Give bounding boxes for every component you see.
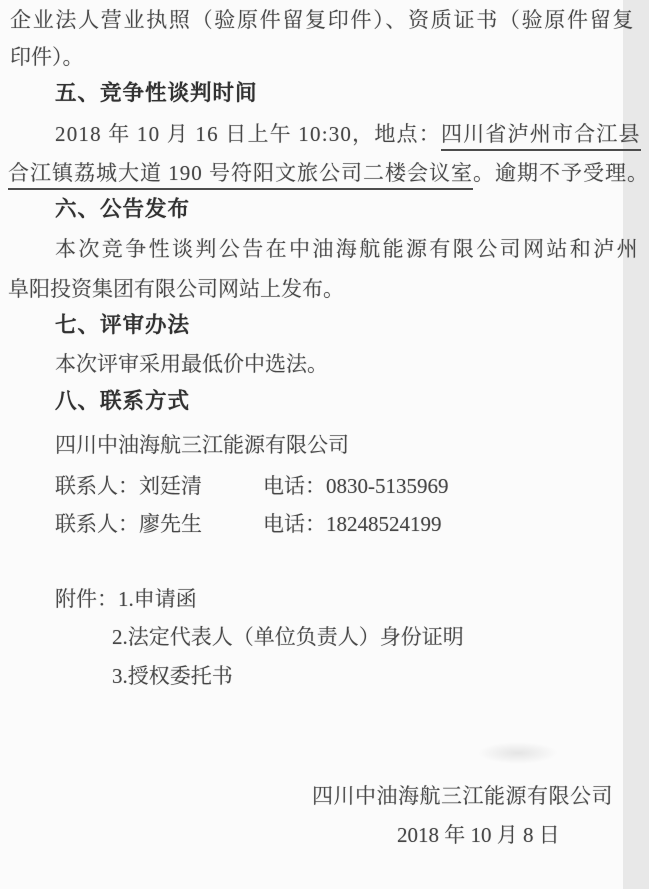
contact1-phone: 电话：0830-5135969 [263, 474, 449, 498]
scan-smudge [478, 742, 558, 764]
attachments-item-3: 3.授权委托书 [112, 664, 233, 688]
attachments-item-2: 2.法定代表人（单位负责人）身份证明 [112, 625, 464, 649]
section5-line-1 [55, 123, 641, 146]
negotiation-location-part1: 四川省泸州市合江县 [441, 122, 641, 151]
section5-heading: 五、竞争性谈判时间 [55, 81, 258, 105]
attachments-line-1: 附件：1.申请函 [55, 587, 197, 611]
negotiation-location-part2: 合江镇荔城大道 190 号符阳文旅公司二楼会议室 [8, 161, 473, 190]
contact2-phone: 电话：18248524199 [263, 512, 442, 536]
section6-heading: 六、公告发布 [55, 197, 191, 221]
section6-line-1: 本次竞争性谈判公告在中油海航能源有限公司网站和泸州 [55, 237, 640, 261]
contact1-name: 联系人：刘廷清 [55, 474, 202, 498]
section5-line-2 [8, 162, 649, 185]
negotiation-datetime: 2018 年 10 月 16 日上午 10:30，地点： [55, 122, 441, 146]
section7-heading: 七、评审办法 [55, 313, 191, 337]
continuation-line-2: 印件）。 [10, 45, 84, 69]
signature-company: 四川中油海航三江能源有限公司 [312, 784, 613, 808]
signature-date: 2018 年 10 月 8 日 [397, 823, 560, 847]
continuation-line-1: 企业法人营业执照（验原件留复印件）、资质证书（验原件留复 [10, 8, 636, 32]
contact2-name: 联系人：廖先生 [55, 512, 202, 536]
section8-heading: 八、联系方式 [55, 389, 191, 413]
contact-company-name: 四川中油海航三江能源有限公司 [55, 433, 349, 457]
section6-line-2: 阜阳投资集团有限公司网站上发布。 [8, 277, 344, 301]
section7-body: 本次评审采用最低价中选法。 [55, 352, 328, 376]
deadline-note: 。逾期不予受理。 [473, 161, 649, 185]
